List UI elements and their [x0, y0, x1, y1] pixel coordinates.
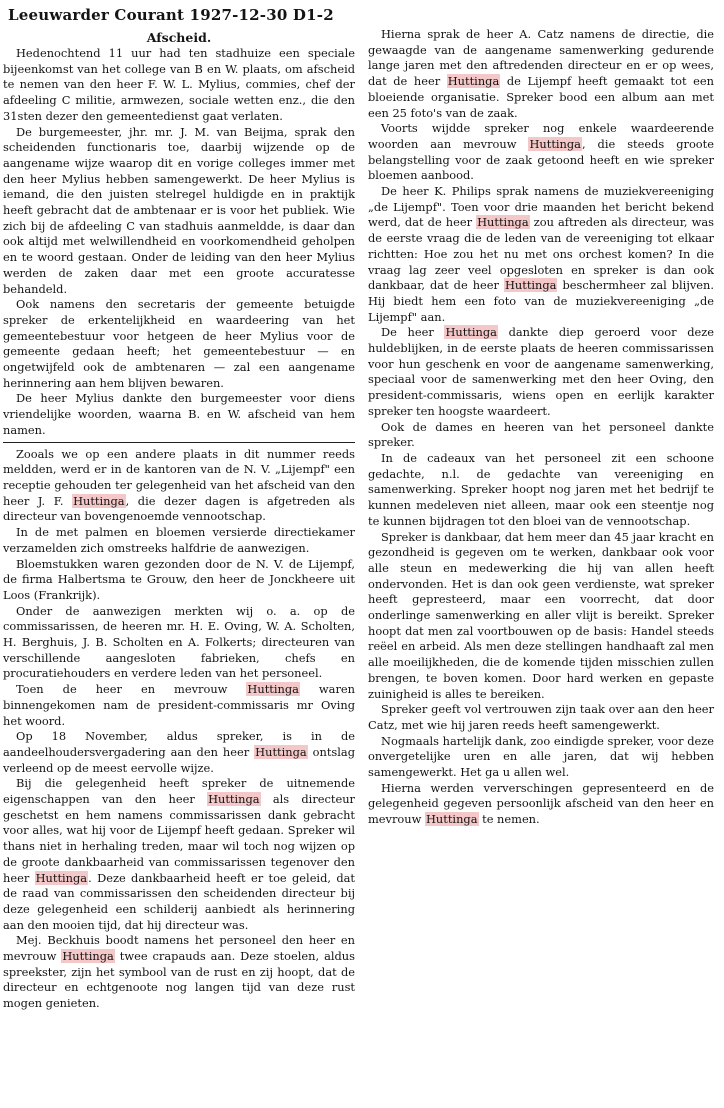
page-title: Leeuwarder Courant 1927-12-30 D1-2: [8, 6, 334, 24]
highlighted-term: Huttinga: [529, 136, 581, 151]
article-title: Afscheid.: [146, 30, 212, 45]
highlighted-term: Huttinga: [247, 682, 299, 697]
article-paragraph: Toen de heer en mevrouw Huttinga waren binnengekomen nam de president-commissaris mr Oving het woord.: [3, 682, 355, 728]
article-paragraph: De burgemeester, jhr. mr. J. M. van Beijma, sprak den scheidenden functionaris toe, daarbij wijzende op de aangename wijze waarop dit en vorige colleges immer met den heer Mylius hebben samengewerkt. De heer Mylius is iemand, die den juisten stelregel huldigde en in praktijk heeft gebracht dat de ambtenaar er is voor het publiek. Wie zich bij de afdeeling C van stadhuis aanmeldde, is daar dan ook altijd met welwillendheid en voorkomendheid geholpen en te woord gestaan. Onder de leiding van den heer Mylius werden de zaken daar met een groote accuratesse behandeld.: [3, 124, 355, 296]
article-paragraph: In de cadeaux van het personeel zit een schoone gedachte, n.l. de gedachte van vereeniging en samenwerking. Spreker hoopt nog jaren met het bedrijf te kunnen medeleven niet alleen, maar ook een steentje nog te kunnen bijdragen tot den bloei van de vennootschap.: [368, 450, 714, 528]
article-paragraph: Bloemstukken waren gezonden door de N. V. de Lijempf, de firma Halbertsma te Grouw, den heer de Jonckheere uit Loos (Frankrijk).: [3, 556, 355, 602]
highlighted-term: Huttinga: [447, 74, 500, 89]
article-paragraph: Hedenochtend 11 uur had ten stadhuize een speciale bijeenkomst van het college van B en W. plaats, om afscheid te nemen van den heer F. W. L. Mylius, commies, chef der afdeeling C militie, armwezen, sociale wetten enz., die den 31sten dezer den gemeentedienst gaat verlaten.: [3, 46, 355, 123]
article-paragraph: Mej. Beckhuis boodt namens het personeel den heer en mevrouw Huttinga twee crapauds aan. Deze stoelen, aldus spreekster, zijn het symbool van de rust en zij hoopt, dat de directeur en echtgenoote nog langen tijd van deze rust mogen genieten.: [3, 933, 355, 1011]
article-paragraph: De heer Mylius dankte den burgemeester voor diens vriendelijke woorden, waarna B. en W. afscheid van hem namen.: [3, 391, 355, 437]
highlighted-term: Huttinga: [426, 812, 478, 827]
article-paragraph: Hierna werden ververschingen gepresenteerd en de gelegenheid gegeven persoonlijk afscheid van den heer en mevrouw Huttinga te nemen.: [368, 780, 714, 827]
highlighted-term: Huttinga: [255, 744, 307, 759]
article-paragraph: Hierna sprak de heer A. Catz namens de directie, die gewaagde van de aangename samenwerking gedurende lange jaren met den aftredenden directeur en er op wees, dat de heer Huttinga de Lijempf heeft gemaakt tot een bloeiende organisatie. Spreker bood een album aan met een 25 foto's van de zaak.: [368, 27, 714, 120]
article-paragraph: Op 18 November, aldus spreker, is in de aandeelhoudersvergadering aan den heer Huttinga ontslag verleend op de meest eervolle wijze.: [3, 729, 355, 775]
article-divider: [3, 442, 355, 443]
highlighted-term: Huttinga: [504, 278, 557, 293]
article-paragraph: Spreker geeft vol vertrouwen zijn taak over aan den heer Catz, met wie hij jaren reeds heeft samengewerkt.: [368, 702, 714, 732]
column-right: [368, 27, 714, 1101]
column-left: [3, 30, 355, 1104]
article-paragraph: Nogmaals hartelijk dank, zoo eindigde spreker, voor deze onvergetelijke uren en alle jaren, dat wij hebben samengewerkt. Het ga u allen wel.: [368, 733, 714, 780]
article-paragraph: Spreker is dankbaar, dat hem meer dan 45 jaar kracht en gezondheid is gegeven om te werken, dankbaar ook voor alle steun en medewerking die hij van allen heeft ondervonden. Het is dan ook geen verdienste, wat spreker heeft gepresteerd, maar een voorrecht, dat door onderlinge samenwerking en aller vlijt is bereikt. Spreker hoopt dat men zal voortbouwen op de basis: Handel steeds reëel en arbeid. Als men deze stellingen handhaaft zal men alle moeilijkheden, die de komende tijden misschien zullen brengen, te boven komen. Door hard werken en gepaste zuinigheid is alles te bereiken.: [368, 529, 714, 701]
article-lijempf-body-part1: [3, 447, 355, 1012]
article-paragraph: Ook de dames en heeren van het personeel dankte spreker.: [368, 419, 714, 450]
highlighted-term: Huttinga: [208, 792, 260, 807]
article-paragraph: Onder de aanwezigen merkten wij o. a. op de commissarissen, de heeren mr. H. E. Oving, W. A. Scholten, H. Berghuis, J. B. Scholten en A. Folkerts; directeuren van verschillende aangesloten fabrieken, chefs en procuratiehouders en verdere leden van het personeel.: [3, 603, 355, 681]
highlighted-term: Huttinga: [73, 493, 125, 508]
highlighted-term: Huttinga: [445, 325, 497, 340]
highlighted-term: Huttinga: [35, 870, 88, 885]
article-paragraph: De heer Huttinga dankte diep geroerd voor deze huldeblijken, in de eerste plaats de heeren commissarissen voor hun geschenk en voor de aangename samenwerking, speciaal voor de samenwerking met den heer Oving, den president-commissaris, wiens open en eerlijk karakter spreker ten hoogste waardeert.: [368, 325, 714, 418]
highlighted-term: Huttinga: [477, 215, 529, 230]
article-paragraph: Bij die gelegenheid heeft spreker de uitnemende eigenschappen van den heer Huttinga als directeur geschetst en hem namens commissarissen dank gebracht voor alles, wat hij voor de Lijempf heeft gedaan. Spreker wil thans niet in herhaling treden, maar wil toch nog wijzen op de groote dankbaarheid van commissarissen tegenover den heer Huttinga. Deze dankbaarheid heeft er toe geleid, dat de raad van commissarissen den scheidenden directeur bij deze gelegenheid een schilderij aanbiedt als herinnering aan den mooien tijd, dat hij directeur was.: [3, 776, 355, 932]
highlighted-term: Huttinga: [62, 949, 114, 964]
article-paragraph: Voorts wijdde spreker nog enkele waardeerende woorden aan mevrouw Huttinga, die steeds groote belangstelling voor de zaak getoond heeft en wie spreker bloemen aanbood.: [368, 121, 714, 183]
article-lijempf-body-part2: [368, 27, 714, 828]
article-paragraph: Zooals we op een andere plaats in dit nummer reeds meldden, werd er in de kantoren van de N. V. „Lijempf" een receptie gehouden ter gelegenheid van het afscheid van den heer J. F. Huttinga, die dezer dagen is afgetreden als directeur van bovengenoemde vennootschap.: [3, 446, 355, 524]
article-paragraph: De heer K. Philips sprak namens de muziekvereeniging „de Lijempf". Toen voor drie maanden het bericht bekend werd, dat de heer Huttinga zou aftreden als directeur, was de eerste vraag die de leden van de vereeniging tot elkaar richtten: Hoe zou het nu met ons orchest komen? In die vraag lag zeer veel opgesloten en spreker is dan ook dankbaar, dat de heer Huttinga beschermheer zal blijven. Hij biedt hem een foto van de muziekvereeniging „de Lijempf" aan.: [368, 184, 714, 324]
article-paragraph: In de met palmen en bloemen versierde directiekamer verzamelden zich omstreeks halfdrie de aanwezigen.: [3, 525, 355, 555]
article-paragraph: Ook namens den secretaris der gemeente betuigde spreker de erkentelijkheid en waardeering van het gemeentebestuur voor hetgeen de heer Mylius voor de gemeente gedaan heeft; het gemeentebestuur — en ongetwijfeld ook de ambtenaren — zal een aangename herinnering aan hem blijven bewaren.: [3, 297, 355, 390]
article-afscheid-body: [3, 46, 355, 439]
